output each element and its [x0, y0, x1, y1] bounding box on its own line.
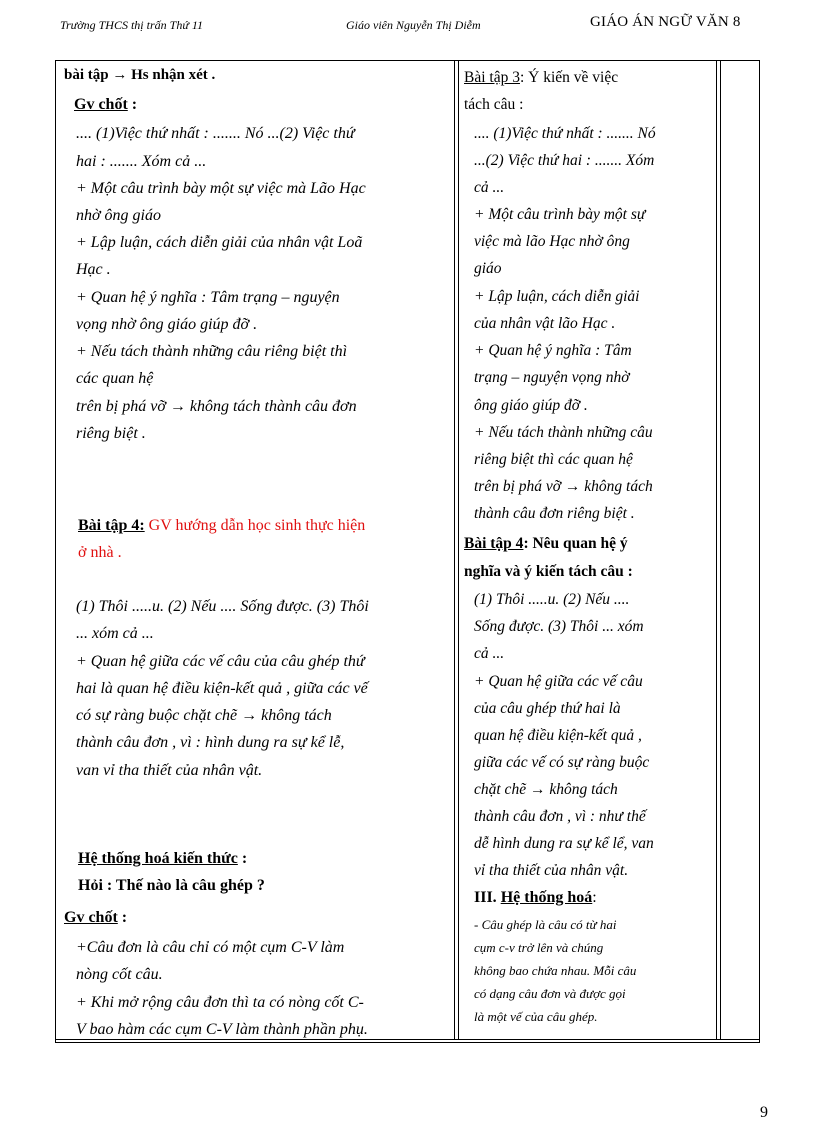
- text-line: hai là quan hệ điều kiện-kết quả , giữa các vế: [76, 680, 368, 697]
- text-line: nghĩa và ý kiến tách câu :: [464, 563, 633, 580]
- text-line: + Quan hệ ý nghĩa : Tâm: [474, 342, 632, 359]
- summary-heading: Hệ thống hoá kiến thức :: [78, 850, 248, 867]
- text-line: thành câu đơn riêng biệt .: [474, 505, 635, 522]
- text-line: + Khi mở rộng câu đơn thì ta có nòng cốt C-: [76, 994, 364, 1011]
- text-line: hai : ....... Xóm cả ...: [76, 153, 207, 170]
- text-line: Sống được. (3) Thôi ... xóm: [474, 618, 644, 635]
- gv-chot-heading: Gv chốt :: [64, 909, 128, 926]
- text-line: của nhân vật lão Hạc .: [474, 315, 616, 332]
- text-line: bài tập → Hs nhận xét .: [64, 67, 216, 83]
- text-line: tách câu :: [464, 96, 524, 113]
- text-line: việc mà lão Hạc nhờ ông: [474, 233, 630, 250]
- document-title: GIÁO ÁN NGỮ VĂN 8: [590, 14, 741, 30]
- text-line: van vỉ tha thiết của nhân vật.: [76, 762, 263, 779]
- exercise-4-note: ở nhà .: [78, 544, 122, 561]
- text-line: giữa các vế có sự ràng buộc: [474, 754, 650, 771]
- text-line: có sự ràng buộc chặt chẽ → không tách: [76, 707, 332, 724]
- text-line: V bao hàm các cụm C-V làm thành phần phụ.: [76, 1021, 368, 1038]
- question-line: Hỏi : Thế nào là câu ghép ?: [78, 877, 265, 894]
- column-divider: [454, 61, 455, 1039]
- text-line: cả ...: [474, 179, 505, 196]
- text-line: cụm c-v trở lên và chúng: [474, 940, 604, 955]
- system-heading: III. Hệ thống hoá:: [474, 889, 597, 906]
- text-line: cả ...: [474, 645, 505, 662]
- text-line: dễ hình dung ra sự kể lể, van: [474, 835, 654, 852]
- exercise-3-heading: Bài tập 3: Ý kiến về việc: [464, 69, 619, 86]
- text-line: trên bị phá vỡ → không tách: [474, 478, 653, 495]
- text-line: thành câu đơn , vì : như thế: [474, 808, 646, 825]
- text-line: quan hệ điều kiện-kết quả ,: [474, 727, 642, 744]
- text-line: thành câu đơn , vì : hình dung ra sự kể lễ,: [76, 734, 345, 751]
- school-name: Trường THCS thị trấn Thứ 11: [60, 18, 203, 32]
- text-line: chặt chẽ → không tách: [474, 781, 618, 798]
- gv-chot-heading: Gv chốt :: [74, 96, 138, 113]
- column-divider: [458, 61, 459, 1039]
- text-line: .... (1)Việc thứ nhất : ....... Nó ...(2) Việc thứ: [76, 125, 355, 142]
- text-line: + Nếu tách thành những câu: [474, 424, 653, 441]
- text-line: - Câu ghép là câu có từ hai: [474, 917, 617, 932]
- text-line: (1) Thôi .....u. (2) Nếu ....: [474, 591, 630, 608]
- text-line: + Quan hệ giữa các vế câu của câu ghép thứ: [76, 653, 365, 670]
- text-line: riêng biệt .: [76, 425, 146, 442]
- column-divider: [716, 61, 717, 1039]
- text-line: + Quan hệ ý nghĩa : Tâm trạng – nguyện: [76, 289, 340, 306]
- page-number: 9: [760, 1104, 768, 1121]
- text-line: nòng cốt câu.: [76, 966, 163, 983]
- text-line: + Một câu trình bày một sự việc mà Lão Hạc: [76, 180, 366, 197]
- text-line: .... (1)Việc thứ nhất : ....... Nó: [474, 125, 656, 142]
- text-line: vọng nhờ ông giáo giúp đỡ .: [76, 316, 258, 333]
- text-line: ... xóm cả ...: [76, 625, 154, 642]
- text-line: + Nếu tách thành những câu riêng biệt thì: [76, 343, 348, 360]
- text-line: nhờ ông giáo: [76, 207, 161, 224]
- text-line: trạng – nguyện vọng nhờ: [474, 369, 630, 386]
- text-line: +Câu đơn là câu chỉ có một cụm C-V làm: [76, 939, 345, 956]
- text-line: + Lập luận, cách diễn giải: [474, 288, 640, 305]
- text-line: vỉ tha thiết của nhân vật.: [474, 862, 629, 879]
- text-line: + Quan hệ giữa các vế câu: [474, 673, 643, 690]
- exercise-4-heading: Bài tập 4: GV hướng dẫn học sinh thực hiện: [78, 517, 366, 534]
- text-line: có dạng câu đơn và được gọi: [474, 986, 626, 1001]
- page-header: [60, 10, 780, 40]
- text-line: của câu ghép thứ hai là: [474, 700, 621, 717]
- teacher-name: Giáo viên Nguyễn Thị Diễm: [346, 18, 481, 32]
- exercise-4-heading: Bài tập 4: Nêu quan hệ ý: [464, 535, 628, 552]
- text-line: Hạc .: [76, 261, 111, 278]
- text-line: trên bị phá vỡ → không tách thành câu đơn: [76, 398, 357, 415]
- text-line: riêng biệt thì các quan hệ: [474, 451, 633, 468]
- column-divider: [720, 61, 721, 1039]
- text-line: ...(2) Việc thứ hai : ....... Xóm: [474, 152, 655, 169]
- text-line: giáo: [474, 260, 502, 277]
- text-line: là một vế của câu ghép.: [474, 1009, 598, 1024]
- text-line: (1) Thôi .....u. (2) Nếu .... Sống được. (3) Thôi: [76, 598, 369, 615]
- text-line: + Một câu trình bày một sự: [474, 206, 646, 223]
- text-line: không bao chứa nhau. Mỗi câu: [474, 963, 637, 978]
- text-line: các quan hệ: [76, 370, 154, 387]
- text-line: ông giáo giúp đỡ .: [474, 397, 588, 414]
- lesson-table: [55, 60, 760, 1043]
- text-line: + Lập luận, cách diễn giải của nhân vật Loã: [76, 234, 363, 251]
